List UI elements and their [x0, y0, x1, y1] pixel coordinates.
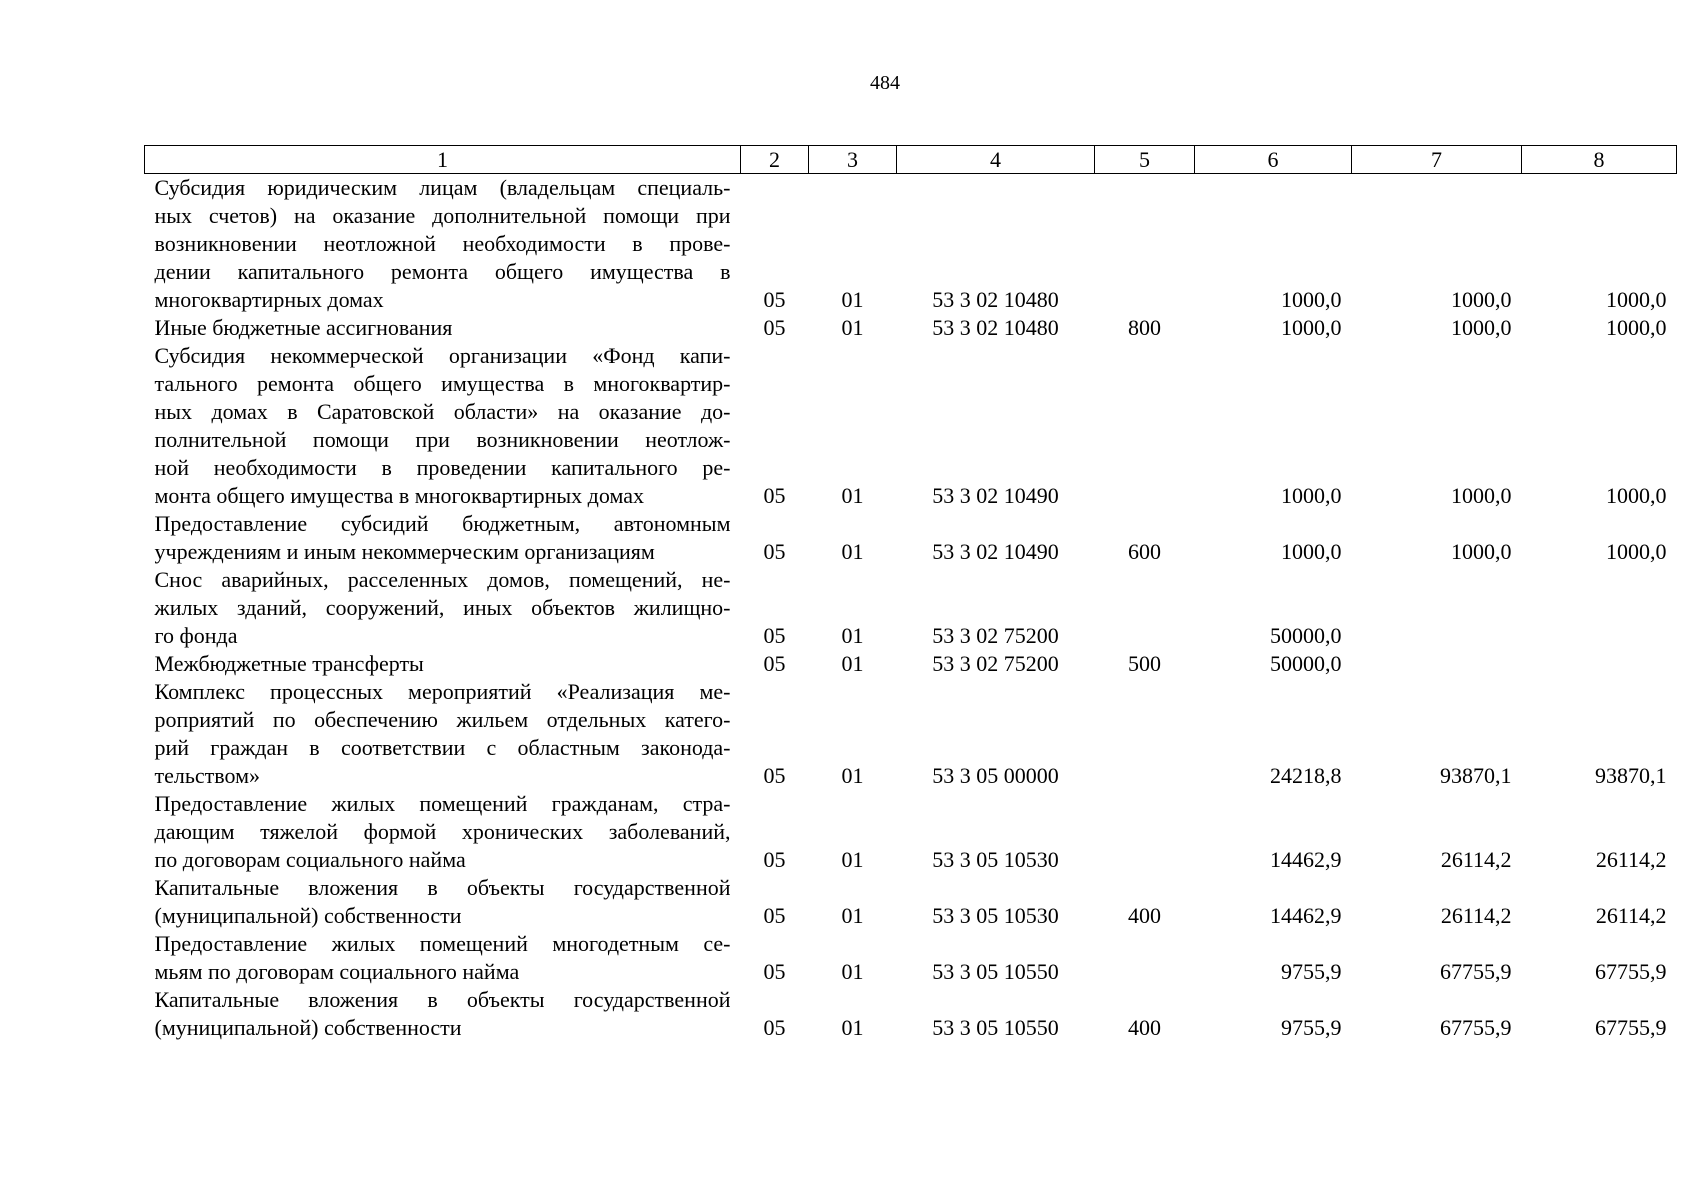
row-name-line: учреждениям и иным некоммерческим организациям [154, 539, 655, 564]
amount-year-2: 1000,0 [1451, 539, 1512, 564]
column-header-2: 2 [741, 146, 809, 174]
section-code: 05 [763, 1015, 786, 1040]
target-article-code: 53 3 02 10480 [932, 315, 1059, 340]
amount-year-3: 26114,2 [1595, 903, 1667, 928]
target-article-code: 53 3 05 10550 [932, 1015, 1059, 1040]
expense-type-code [1095, 678, 1195, 790]
section-code: 05 [763, 959, 786, 984]
row-name-line: Комплекс процессных мероприятий «Реализация ме- [154, 679, 731, 704]
subsection-code: 01 [841, 623, 864, 648]
amount-year-1: 9755,9 [1281, 959, 1342, 984]
target-article-code: 53 3 02 10480 [932, 287, 1059, 312]
subsection-code: 01 [841, 651, 864, 676]
column-header-8: 8 [1522, 146, 1677, 174]
expense-type-code [1095, 174, 1195, 315]
row-name [145, 790, 741, 874]
target-article-code: 53 3 02 10490 [932, 539, 1059, 564]
row-name [145, 678, 741, 790]
row-name-line: монта общего имущества в многоквартирных домах [154, 483, 644, 508]
subsection-code: 01 [841, 287, 864, 312]
target-article-code: 53 3 05 10530 [932, 903, 1059, 928]
row-name-line: (муниципальной) собственности [154, 903, 462, 928]
row-name-line: Межбюджетные трансферты [154, 651, 424, 676]
row-name-line: тельством» [154, 763, 261, 788]
subsection-code: 01 [841, 483, 864, 508]
amount-year-3: 93870,1 [1595, 763, 1667, 788]
row-name [145, 174, 741, 315]
amount-year-3: 26114,2 [1595, 847, 1667, 872]
row-name-line: дающим тяжелой формой хронических заболеваний, [154, 819, 731, 844]
target-article-code: 53 3 05 00000 [932, 763, 1059, 788]
amount-year-2: 1000,0 [1451, 315, 1512, 340]
amount-year-1: 24218,8 [1270, 763, 1342, 788]
table-row [145, 510, 1677, 566]
amount-year-1: 1000,0 [1281, 539, 1342, 564]
section-code: 05 [763, 287, 786, 312]
amount-year-1: 9755,9 [1281, 1015, 1342, 1040]
row-name [145, 650, 741, 678]
row-name-line: полнительной помощи при возникновении неотлож- [154, 427, 731, 452]
budget-table [144, 145, 1677, 1042]
expense-type-code: 600 [1128, 539, 1161, 564]
table-row [145, 174, 1677, 315]
column-header-6: 6 [1195, 146, 1352, 174]
amount-year-1: 14462,9 [1270, 903, 1342, 928]
expense-type-code [1095, 930, 1195, 986]
amount-year-3: 67755,9 [1595, 959, 1667, 984]
row-name-line: Предоставление субсидий бюджетным, автономным [154, 511, 731, 536]
row-name [145, 930, 741, 986]
section-code: 05 [763, 847, 786, 872]
column-header-7: 7 [1352, 146, 1522, 174]
row-name-line: рий граждан в соответствии с областным законода- [154, 735, 731, 760]
subsection-code: 01 [841, 903, 864, 928]
row-name-line: жилых зданий, сооружений, иных объектов жилищно- [154, 595, 731, 620]
row-name-line: дении капитального ремонта общего имущества в [154, 259, 731, 284]
row-name-line: Капитальные вложения в объекты государственной [154, 987, 731, 1012]
row-name-line: Капитальные вложения в объекты государственной [154, 875, 731, 900]
expense-type-code [1095, 342, 1195, 510]
row-name [145, 510, 741, 566]
amount-year-2: 26114,2 [1440, 903, 1512, 928]
row-name [145, 342, 741, 510]
header-row [145, 146, 1677, 174]
column-header-5: 5 [1095, 146, 1195, 174]
amount-year-1: 50000,0 [1270, 623, 1342, 648]
expense-type-code: 400 [1128, 903, 1161, 928]
row-name-line: Субсидия некоммерческой организации «Фонд капи- [154, 343, 731, 368]
row-name-line: по договорам социального найма [154, 847, 466, 872]
row-name-line: роприятий по обеспечению жильем отдельных катего- [154, 707, 731, 732]
amount-year-3 [1522, 566, 1677, 650]
amount-year-3: 1000,0 [1606, 287, 1667, 312]
section-code: 05 [763, 483, 786, 508]
subsection-code: 01 [841, 959, 864, 984]
amount-year-3: 1000,0 [1606, 483, 1667, 508]
target-article-code: 53 3 02 75200 [932, 651, 1059, 676]
amount-year-1: 1000,0 [1281, 315, 1342, 340]
section-code: 05 [763, 315, 786, 340]
expense-type-code: 800 [1128, 315, 1161, 340]
table-row [145, 314, 1677, 342]
row-name-line: ных счетов) на оказание дополнительной помощи при [154, 203, 731, 228]
table-row [145, 986, 1677, 1042]
row-name-line: ной необходимости в проведении капитального ре- [154, 455, 731, 480]
amount-year-2: 93870,1 [1440, 763, 1512, 788]
amount-year-1: 50000,0 [1270, 651, 1342, 676]
expense-type-code [1095, 790, 1195, 874]
table-row [145, 566, 1677, 650]
section-code: 05 [763, 903, 786, 928]
amount-year-2 [1352, 566, 1522, 650]
table-body [145, 174, 1677, 1043]
table-row [145, 678, 1677, 790]
row-name [145, 566, 741, 650]
target-article-code: 53 3 05 10550 [932, 959, 1059, 984]
column-header-4: 4 [897, 146, 1095, 174]
row-name-line: го фонда [154, 623, 238, 648]
subsection-code: 01 [841, 1015, 864, 1040]
subsection-code: 01 [841, 763, 864, 788]
row-name-line: Снос аварийных, расселенных домов, помещений, не- [154, 567, 731, 592]
subsection-code: 01 [841, 847, 864, 872]
target-article-code: 53 3 05 10530 [932, 847, 1059, 872]
page-number: 484 [870, 72, 900, 94]
table-row [145, 342, 1677, 510]
expense-type-code: 400 [1128, 1015, 1161, 1040]
expense-type-code [1095, 566, 1195, 650]
row-name-line: многоквартирных домах [154, 287, 384, 312]
amount-year-3: 67755,9 [1595, 1015, 1667, 1040]
target-article-code: 53 3 02 10490 [932, 483, 1059, 508]
row-name-line: тального ремонта общего имущества в многоквартир- [154, 371, 731, 396]
subsection-code: 01 [841, 539, 864, 564]
row-name-line: (муниципальной) собственности [154, 1015, 462, 1040]
row-name [145, 874, 741, 930]
row-name-line: Иные бюджетные ассигнования [154, 315, 453, 340]
row-name-line: Предоставление жилых помещений гражданам, стра- [154, 791, 731, 816]
section-code: 05 [763, 539, 786, 564]
section-code: 05 [763, 623, 786, 648]
amount-year-2: 1000,0 [1451, 287, 1512, 312]
target-article-code: 53 3 02 75200 [932, 623, 1059, 648]
amount-year-1: 1000,0 [1281, 287, 1342, 312]
amount-year-2: 1000,0 [1451, 483, 1512, 508]
row-name-line: Субсидия юридическим лицам (владельцам специаль- [154, 175, 731, 200]
table-row [145, 790, 1677, 874]
section-code: 05 [763, 651, 786, 676]
amount-year-1: 1000,0 [1281, 483, 1342, 508]
amount-year-2: 67755,9 [1440, 959, 1512, 984]
amount-year-3 [1522, 650, 1677, 678]
expense-type-code: 500 [1128, 651, 1161, 676]
row-name-line: мьям по договорам социального найма [154, 959, 520, 984]
amount-year-2: 26114,2 [1440, 847, 1512, 872]
row-name [145, 986, 741, 1042]
amount-year-1: 14462,9 [1270, 847, 1342, 872]
table-row [145, 874, 1677, 930]
subsection-code: 01 [841, 315, 864, 340]
column-header-3: 3 [809, 146, 897, 174]
row-name-line: ных домах в Саратовской области» на оказание до- [154, 399, 731, 424]
table-header [145, 146, 1677, 174]
row-name-line: Предоставление жилых помещений многодетным се- [154, 931, 731, 956]
amount-year-2 [1352, 650, 1522, 678]
section-code: 05 [763, 763, 786, 788]
amount-year-3: 1000,0 [1606, 315, 1667, 340]
row-name [145, 314, 741, 342]
table-row [145, 650, 1677, 678]
row-name-line: возникновении неотложной необходимости в прове- [154, 231, 731, 256]
amount-year-3: 1000,0 [1606, 539, 1667, 564]
table-row [145, 930, 1677, 986]
column-header-1: 1 [145, 146, 741, 174]
amount-year-2: 67755,9 [1440, 1015, 1512, 1040]
